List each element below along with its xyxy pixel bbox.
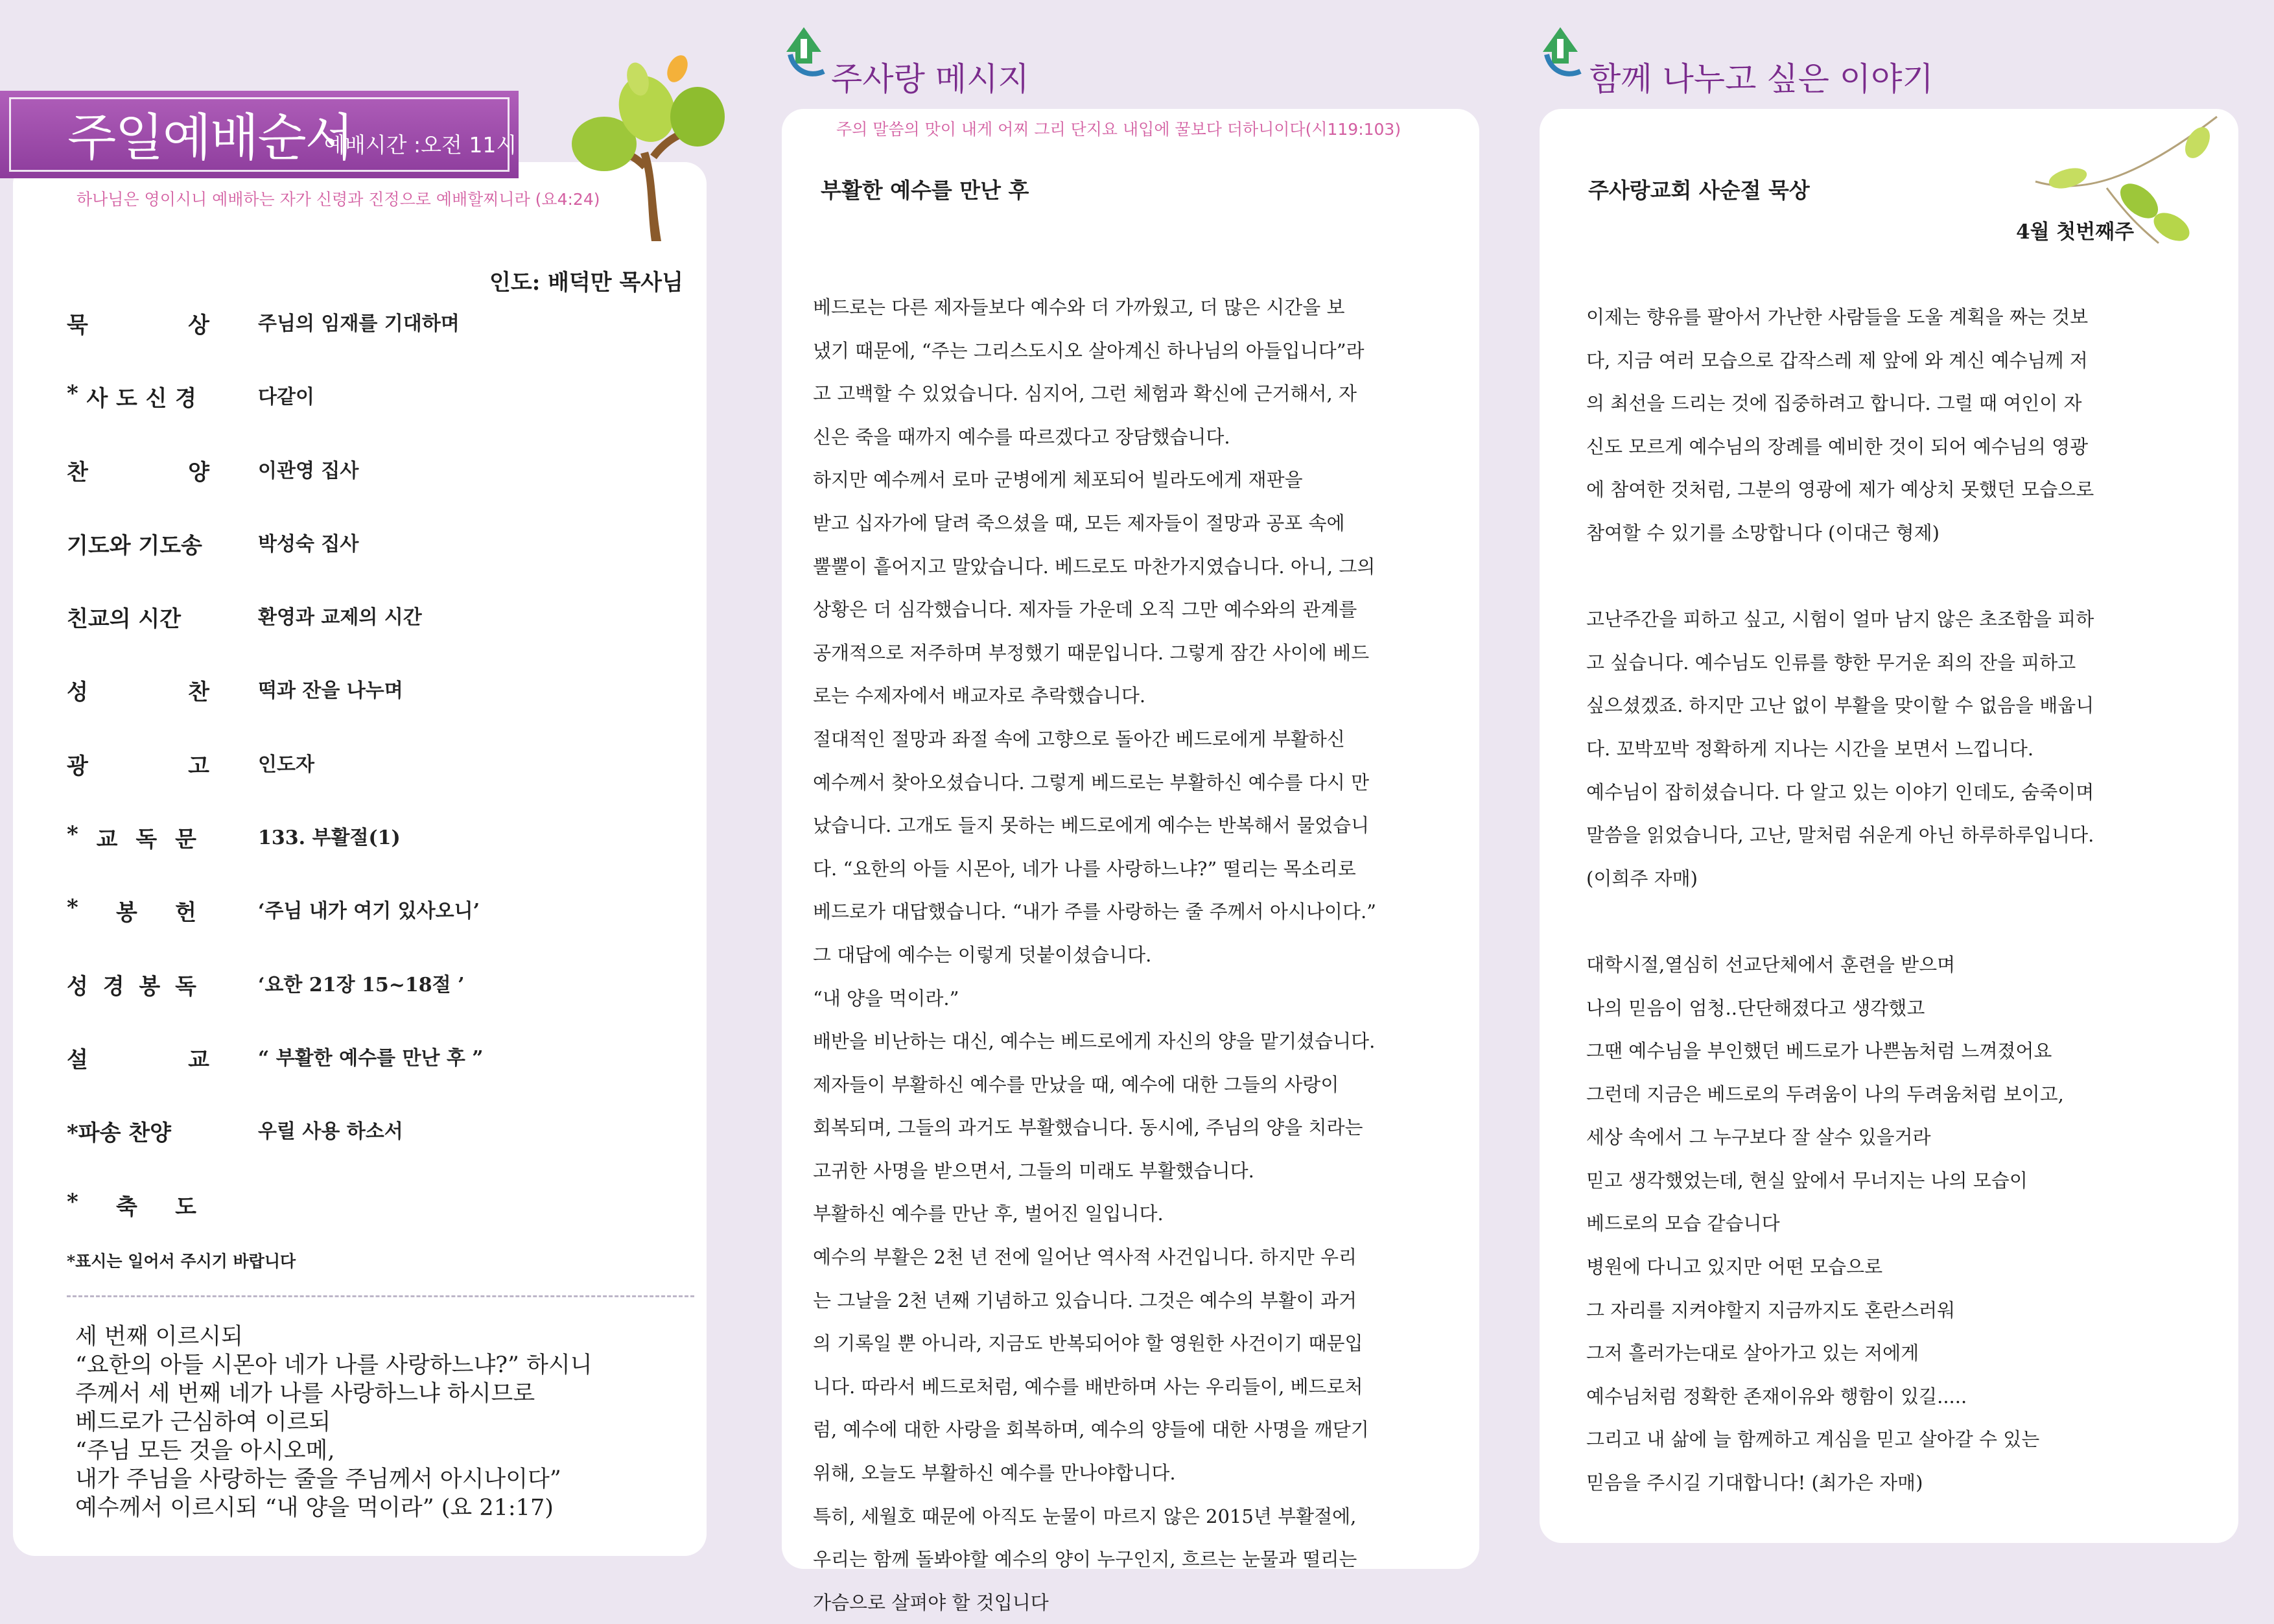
text-line: 다. 꼬박꼬박 정확하게 지나는 시간을 보면서 느낍니다. <box>1586 737 2034 760</box>
text-line: 났습니다. 고개도 들지 못하는 베드로에게 예수는 반복해서 물었습니 <box>813 814 1370 837</box>
scripture-line: “요한의 아들 시몬아 네가 나를 사랑하느냐?” 하시니 <box>75 1352 592 1378</box>
text-line: 싶으셨겠죠. 하지만 고난 없이 부활을 맞이할 수 없음을 배웁니 <box>1586 694 2094 717</box>
text-line: 예수님이 잡히셨습니다. 다 알고 있는 이야기 인데도, 숨죽이며 <box>1586 781 2094 803</box>
text-line <box>1586 900 2202 943</box>
worship-verse: 하나님은 영이시니 예배하는 자가 신령과 진정으로 예배할찌니라 (요4:24) <box>76 190 600 209</box>
text-line: 말씀을 읽었습니다, 고난, 말처럼 쉬운게 아닌 하루하루입니다. <box>1586 824 2094 847</box>
text-line: 믿음을 주시길 기대합니다! (최가은 자매) <box>1586 1472 1923 1494</box>
item-label: * 사 도 신 경 <box>67 381 196 412</box>
item-label: 묵 상 <box>67 312 209 338</box>
text-line: 나의 믿음이 엄청..단단해졌다고 생각했고 <box>1586 996 1925 1019</box>
text-line: 그 자리를 지켜야할지 지금까지도 혼란스러워 <box>1586 1299 1956 1321</box>
text-line: 베드로가 대답했습니다. “내가 주를 사랑하는 줄 주께서 아시나이다.” <box>813 900 1376 923</box>
text-line: 제자들이 부활하신 예수를 만났을 때, 예수에 대한 그들의 사랑이 <box>813 1073 1339 1096</box>
list-item <box>67 601 689 674</box>
text-line: 가슴으로 살펴야 할 것입니다 <box>813 1591 1049 1614</box>
list-item <box>67 969 689 1042</box>
church-logo-icon <box>1538 26 1583 82</box>
text-line: 믿고 생각했었는데, 현실 앞에서 무너지는 나의 모습이 <box>1586 1169 2028 1192</box>
text-line: 로는 수제자에서 배교자로 추락했습니다. <box>813 685 1146 707</box>
item-label: 성 찬 <box>67 679 209 706</box>
item-label: *파송 찬양 <box>67 1120 171 1147</box>
text-line: 그땐 예수님을 부인했던 베드로가 나쁜놈처럼 느껴졌어요 <box>1586 1040 2052 1063</box>
text-line: (이희주 자매) <box>1586 867 1698 889</box>
text-line: 특히, 세월호 때문에 아직도 눈물이 마르지 않은 2015년 부활절에, <box>813 1505 1357 1527</box>
text-line: 그 대답에 예수는 이렇게 덧붙이셨습니다. <box>813 943 1152 966</box>
text-line: 베드로는 다른 제자들보다 예수와 더 가까웠고, 더 많은 시간을 보 <box>813 296 1345 318</box>
text-line: 고난주간을 피하고 싶고, 시험이 얼마 남지 않은 초조함을 피하 <box>1586 608 2094 631</box>
text-line: 하지만 예수께서 로마 군병에게 체포되어 빌라도에게 재판을 <box>813 469 1303 491</box>
item-value: ‘주님 내가 여기 있사오니’ <box>258 900 480 923</box>
text-line: 받고 십자가에 달려 죽으셨을 때, 모든 제자들이 절망과 공포 속에 <box>813 512 1345 534</box>
church-logo-icon <box>781 26 826 82</box>
text-line: 럼, 예수에 대한 사랑을 회복하며, 예수의 양들에 대한 사명을 깨닫기 <box>813 1418 1369 1441</box>
scripture-line: “주님 모든 것을 아시오메, <box>75 1438 335 1464</box>
stories-body <box>1586 296 2202 1505</box>
list-item <box>67 748 689 821</box>
text-line: 그저 흘러가는대로 살아가고 있는 저에게 <box>1586 1342 1919 1365</box>
text-line: 배반을 비난하는 대신, 예수는 베드로에게 자신의 양을 맡기셨습니다. <box>813 1030 1376 1053</box>
stories-title: 주사랑교회 사순절 묵상 <box>1588 178 1810 203</box>
text-line: 냈기 때문에, “주는 그리스도시오 살아계신 하나님의 아들입니다”라 <box>813 339 1365 362</box>
text-line: 참여할 수 있기를 소망합니다 (이대근 형제) <box>1586 521 1940 544</box>
divider <box>67 1295 694 1297</box>
text-line: 뿔뿔이 흩어지고 말았습니다. 베드로도 마찬가지였습니다. 아니, 그의 <box>813 555 1376 578</box>
text-line: 예수님처럼 정확한 존재이유와 행함이 있길..... <box>1586 1385 1967 1407</box>
item-value: “ 부활한 예수를 만난 후 ” <box>258 1046 484 1070</box>
item-value: 주님의 임재를 기대하며 <box>258 312 460 335</box>
text-line: 고 싶습니다. 예수님도 인류를 향한 무거운 죄의 잔을 피하고 <box>1586 651 2076 674</box>
list-item <box>67 895 689 968</box>
scripture-line: 주께서 세 번째 네가 나를 사랑하느냐 하시므로 <box>75 1381 535 1407</box>
service-time: 예배시간 :오전 11시 <box>324 132 517 158</box>
text-line: 세상 속에서 그 누구보다 잘 살수 있을거라 <box>1586 1126 1931 1149</box>
text-line: 회복되며, 그들의 과거도 부활했습니다. 동시에, 주님의 양을 치라는 <box>813 1116 1363 1139</box>
text-line: 예수의 부활은 2천 년 전에 일어난 역사적 사건입니다. 하지만 우리 <box>813 1246 1357 1269</box>
text-line: 의 기록일 뿐 아니라, 지금도 반복되어야 할 영원한 사건이기 때문입 <box>813 1332 1363 1355</box>
item-label: 설 교 <box>67 1046 209 1073</box>
item-value: 우릴 사용 하소서 <box>258 1120 403 1144</box>
text-line: 예수께서 찾아오셨습니다. 그렇게 베드로는 부활하신 예수를 다시 만 <box>813 771 1370 794</box>
order-list <box>67 307 689 1262</box>
text-line: 신은 죽을 때까지 예수를 따르겠다고 장담했습니다. <box>813 425 1230 448</box>
text-line: 고 고백할 수 있었습니다. 심지어, 그런 체험과 확신에 근거해서, 자 <box>813 382 1357 405</box>
text-line: 병원에 다니고 있지만 어떤 모습으로 <box>1586 1256 1883 1278</box>
item-label: 광 고 <box>67 753 209 779</box>
text-line: 니다. 따라서 베드로처럼, 예수를 배반하며 사는 우리들이, 베드로처 <box>813 1375 1363 1398</box>
stories-section-title: 함께 나누고 싶은 이야기 <box>1589 60 1934 98</box>
item-label: 친교의 시간 <box>67 606 182 633</box>
text-line: 부활하신 예수를 만난 후, 벌어진 일입니다. <box>813 1203 1164 1225</box>
text-line: 우리는 함께 돌봐야할 예수의 양이 누구인지, 흐르는 눈물과 떨리는 <box>813 1548 1357 1571</box>
item-label: * 교 독 문 <box>67 821 196 853</box>
item-value: 인도자 <box>258 753 314 776</box>
text-line: 이제는 향유를 팔아서 가난한 사람들을 도울 계획을 짜는 것보 <box>1586 306 2089 328</box>
text-line: 의 최선을 드리는 것에 집중하려고 합니다. 그럴 때 여인이 자 <box>1586 392 2082 415</box>
item-label: 기도와 기도송 <box>67 532 202 559</box>
text-line: 위해, 오늘도 부활하신 예수를 만나야합니다. <box>813 1462 1176 1485</box>
list-item <box>67 307 689 381</box>
leader: 인도: 배덕만 목사님 <box>489 270 683 296</box>
item-value: ‘요한 21장 15~18절 ’ <box>258 973 465 996</box>
item-value: 박성숙 집사 <box>258 532 359 556</box>
item-value: 환영과 교제의 시간 <box>258 606 422 630</box>
week-label: 4월 첫번째주 <box>2016 220 2135 244</box>
text-line: 그리고 내 삶에 늘 함께하고 계심을 믿고 살아갈 수 있는 <box>1586 1428 2040 1451</box>
list-item <box>67 1042 689 1115</box>
text-line: 다. “요한의 아들 시몬아, 네가 나를 사랑하느냐?” 떨리는 목소리로 <box>813 857 1356 880</box>
item-value: 떡과 잔을 나누며 <box>258 679 403 703</box>
text-line: 대학시절,열심히 선교단체에서 훈련을 받으며 <box>1586 953 1956 976</box>
scripture-line: 예수께서 이르시되 “내 양을 먹이라” (요 21:17) <box>75 1495 554 1521</box>
text-line: 베드로의 모습 같습니다 <box>1586 1212 1780 1235</box>
text-line: 신도 모르게 예수님의 장례를 예비한 것이 되어 예수님의 영광 <box>1586 435 2089 458</box>
item-label: * 축 도 <box>67 1188 196 1220</box>
page-title: 주일예배순서 <box>67 109 353 167</box>
list-item <box>67 674 689 747</box>
text-line: 에 참여한 것처럼, 그분의 영광에 제가 예상치 못했던 모습으로 <box>1586 478 2094 501</box>
scripture-box <box>75 1323 691 1522</box>
message-title: 부활한 예수를 만난 후 <box>821 178 1029 203</box>
list-item <box>67 528 689 601</box>
item-value: 133. 부활절(1) <box>258 827 401 850</box>
scripture-line: 베드로가 근심하여 이르되 <box>75 1409 331 1435</box>
text-line: 절대적인 절망과 좌절 속에 고향으로 돌아간 베드로에게 부활하신 <box>813 727 1345 750</box>
text-line <box>1586 555 2202 598</box>
scripture-line: 세 번째 이르시되 <box>75 1324 243 1350</box>
item-value: 이관영 집사 <box>258 459 359 482</box>
message-quote: 주의 말씀의 맛이 내게 어찌 그리 단지요 내입에 꿀보다 더하니이다(시119:103) <box>836 120 1401 139</box>
message-body <box>813 286 1442 1624</box>
text-line: “내 양을 먹이라.” <box>813 987 959 1009</box>
list-item <box>67 821 689 895</box>
list-item <box>67 381 689 454</box>
list-item <box>67 1115 689 1188</box>
text-line: 다, 지금 여러 모습으로 갑작스레 제 앞에 와 계신 예수님께 저 <box>1586 349 2088 371</box>
text-line: 는 그날을 2천 년째 기념하고 있습니다. 그것은 예수의 부활이 과거 <box>813 1289 1357 1312</box>
text-line: 그런데 지금은 베드로의 두려움이 나의 두려움처럼 보이고, <box>1586 1083 2064 1105</box>
tree-icon <box>570 47 733 241</box>
scripture-line: 내가 주님을 사랑하는 줄을 주님께서 아시나이다” <box>75 1466 561 1492</box>
list-item <box>67 454 689 528</box>
item-label: * 봉 헌 <box>67 895 196 926</box>
text-line: 공개적으로 저주하며 부정했기 때문입니다. 그렇게 잠간 사이에 베드 <box>813 641 1370 664</box>
item-label: 성 경 봉 독 <box>67 973 196 1000</box>
standing-note: *표시는 일어서 주시기 바랍니다 <box>67 1252 296 1271</box>
message-section-title: 주사랑 메시지 <box>831 60 1029 98</box>
text-line: 고귀한 사명을 받으면서, 그들의 미래도 부활했습니다. <box>813 1159 1254 1182</box>
item-label: 찬 양 <box>67 459 209 486</box>
item-value: 다같이 <box>258 386 314 409</box>
text-line: 상황은 더 심각했습니다. 제자들 가운데 오직 그만 예수와의 관계를 <box>813 598 1357 621</box>
